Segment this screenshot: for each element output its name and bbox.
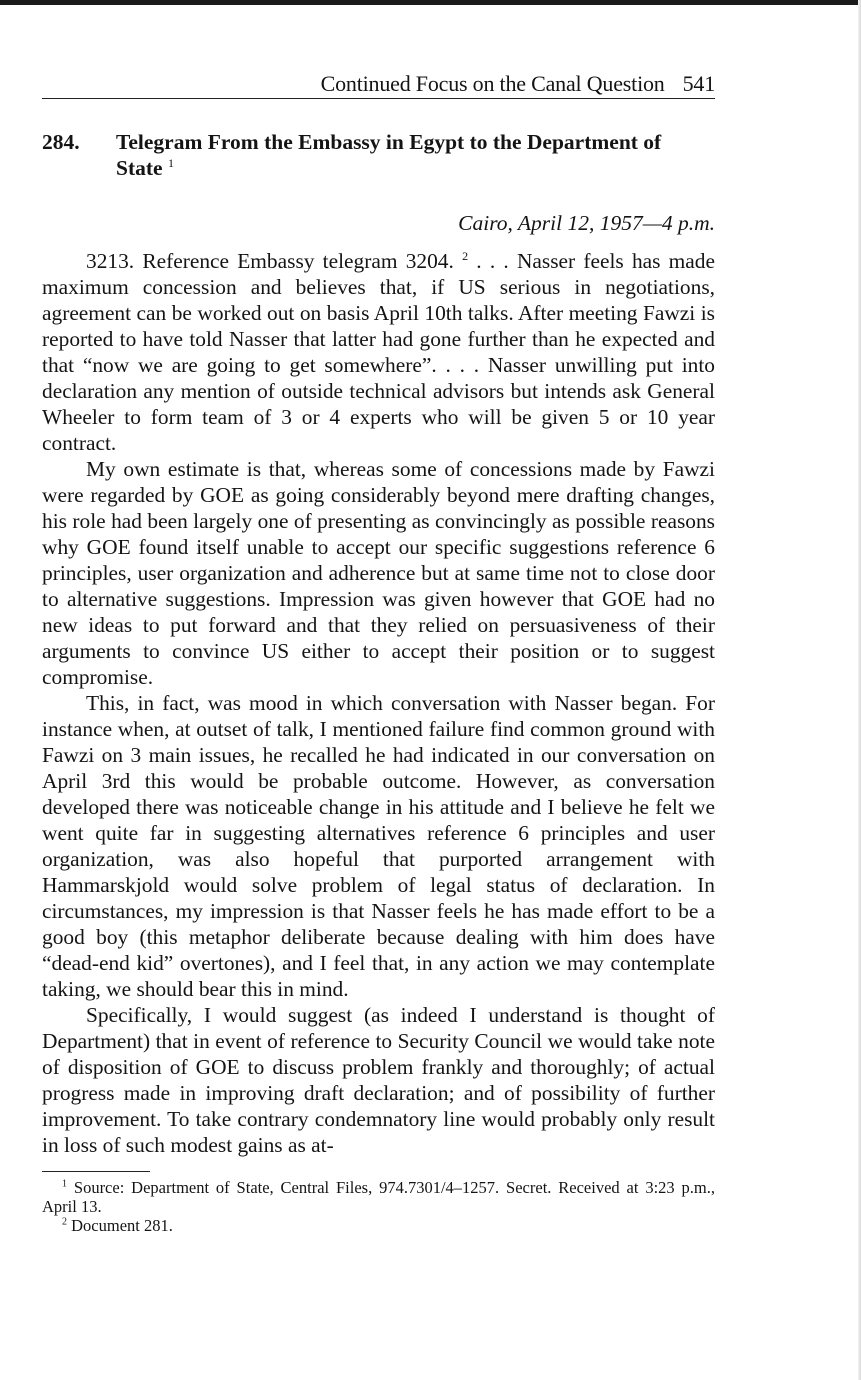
footnote-2-marker: 2 [62,1216,67,1228]
paragraph-1-lead: 3213. Reference Embassy telegram 3204. [86,249,454,273]
page-number: 541 [682,71,715,96]
footnote-2 [42,1216,715,1235]
footnote-ref-2: 2 [462,248,469,263]
page-top-edge [0,0,861,5]
document-title-block [116,129,715,181]
dateline: Cairo, April 12, 1957—4 p.m. [458,211,715,235]
running-head-title: Continued Focus on the Canal Question [320,71,665,96]
paragraph-1 [42,248,715,456]
document-page [42,70,715,1235]
footnote-divider [42,1171,150,1172]
paragraph-1-text: . . . Nasser feels has made maximum concession and believes that, if US serious in negotiations, agreement can be worked out on basis April 10th talks. After meeting Fawzi is reported to have told Nasser that latter had gone further than he expected and that “now we are going to get somewhere”. . . . Nasser unwilling put into declaration any mention of outside technical advisors but intends ask General Wheeler to form team of 3 or 4 experts who will be given 5 or 10 year contract. [42,249,715,455]
footnote-1 [42,1178,715,1216]
running-head [42,70,715,99]
paragraph-2: My own estimate is that, whereas some of concessions made by Fawzi were regarded by GOE as going considerably beyond mere drafting changes, his role had been largely one of presenting as convincingly as possible reasons why GOE found itself unable to accept our specific suggestions reference 6 principles, user organization and adherence but at same time not to close door to alternative suggestions. Impression was given however that GOE had no new ideas to put forward and that they relied on persuasiveness of their arguments to convince US either to accept their position or to suggest compromise. [42,457,715,689]
document-heading [42,129,715,181]
footnote-1-text: Source: Department of State, Central Files, 974.7301/4–1257. Secret. Received at 3:23 p.m., April 13. [42,1178,716,1216]
document-title: Telegram From the Embassy in Egypt to the Department of State [116,130,662,180]
paragraph-3: This, in fact, was mood in which conversation with Nasser began. For instance when, at outset of talk, I mentioned failure find common ground with Fawzi on 3 main issues, he recalled he had indicated in our conversation on April 3rd this would be probable outcome. However, as conversation developed there was noticeable change in his attitude and I believe he felt we went quite far in suggesting alternatives reference 6 principles and user organization, was also hopeful that purported arrangement with Hammarskjold would solve problem of legal status of declaration. In circumstances, my impression is that Nasser feels he has made effort to be a good boy (this metaphor deliberate because dealing with him does have “dead-end kid” overtones), and I feel that, in any action we may contemplate taking, we should bear this in mind. [42,691,715,1001]
footnote-1-marker: 1 [62,1178,67,1190]
document-number: 284. [42,130,80,154]
footnotes [42,1178,715,1235]
footnote-ref-1: 1 [167,155,174,170]
paragraph-4: Specifically, I would suggest (as indeed I understand is thought of Department) that in event of reference to Security Council we would take note of disposition of GOE to discuss problem frankly and thoroughly; of actual progress made in improving draft declaration; and of possibility of further improvement. To take contrary condemnatory line would probably only result in loss of such modest gains as at- [42,1003,715,1157]
footnote-2-text: Document 281. [71,1216,173,1235]
telegram-body [42,248,715,1158]
